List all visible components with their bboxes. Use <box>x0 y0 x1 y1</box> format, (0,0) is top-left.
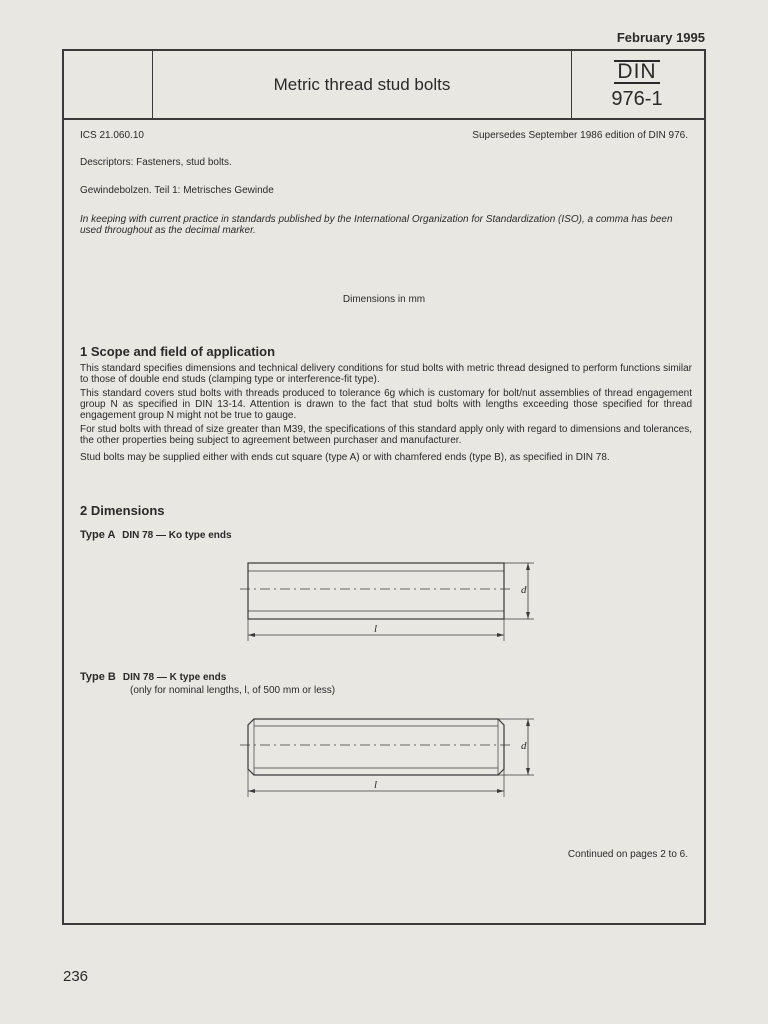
type-a-bolt-body <box>248 563 504 619</box>
section-1-paragraph: This standard specifies dimensions and technical delivery conditions for stud bolts with metric thread designed to perform functions similar to those of double end studs (clamping type or interference-fit type). <box>80 363 692 385</box>
dimensions-unit-note: Dimensions in mm <box>342 294 426 305</box>
type-b-drawing <box>234 715 544 805</box>
type-a-subtitle: DIN 78 — Ko type ends <box>122 530 232 541</box>
type-a-label <box>80 529 232 541</box>
type-a-drawing <box>234 559 544 649</box>
section-1-paragraph: This standard covers stud bolts with threads produced to tolerance 6g which is customary for bolt/nut assemblies of thread engagement group N as specified in DIN 13-14. Attention is drawn to the fact that stud bolts with lengths exceeding those specified for thread engagement group N might not be true to gauge. <box>80 388 692 421</box>
document-title: Metric thread stud bolts <box>153 51 572 118</box>
type-a-dim-d: d <box>521 584 527 596</box>
continued-note: Continued on pages 2 to 6. <box>567 849 688 860</box>
page-number: 236 <box>63 968 89 985</box>
title-block <box>64 51 704 120</box>
descriptors: Descriptors: Fasteners, stud bolts. <box>80 157 232 168</box>
type-a-dim-l: l <box>374 623 378 635</box>
standard-number: 976-1 <box>611 88 663 110</box>
decimal-marker-note: In keeping with current practice in standards published by the International Organization for Standardization (ISO), a comma has been used throughout as the decimal marker. <box>80 214 673 236</box>
type-b-dim-l: l <box>374 779 378 791</box>
type-b-dim-d: d <box>521 740 527 752</box>
title-block-left-cell <box>64 51 153 118</box>
section-1-paragraph: For stud bolts with thread of size greater than M39, the specifications of this standard apply only with regard to dimensions and tolerances, the other properties being subject to agreement between purchaser and manufacturer. <box>80 424 692 446</box>
type-b-bolt-body <box>248 719 504 775</box>
section-1-paragraph: Stud bolts may be supplied either with ends cut square (type A) or with chamfered ends (type B), as specified in DIN 78. <box>80 452 610 463</box>
section-2-heading: 2 Dimensions <box>80 503 165 518</box>
din-cell <box>570 51 704 118</box>
type-a-name: Type A <box>80 529 116 541</box>
german-title: Gewindebolzen. Teil 1: Metrisches Gewinde <box>80 185 274 196</box>
publication-date: February 1995 <box>616 30 705 45</box>
type-b-note: (only for nominal lengths, l, of 500 mm or less) <box>130 685 336 696</box>
section-1-heading: 1 Scope and field of application <box>80 344 276 359</box>
supersedes-note: Supersedes September 1986 edition of DIN 976. <box>472 130 688 141</box>
din-logo: DIN <box>614 60 659 84</box>
type-b-name: Type B <box>80 671 116 683</box>
ics-code: ICS 21.060.10 <box>80 130 144 141</box>
document-frame <box>62 49 706 925</box>
type-b-subtitle: DIN 78 — K type ends <box>122 672 227 683</box>
type-b-label <box>80 671 226 683</box>
